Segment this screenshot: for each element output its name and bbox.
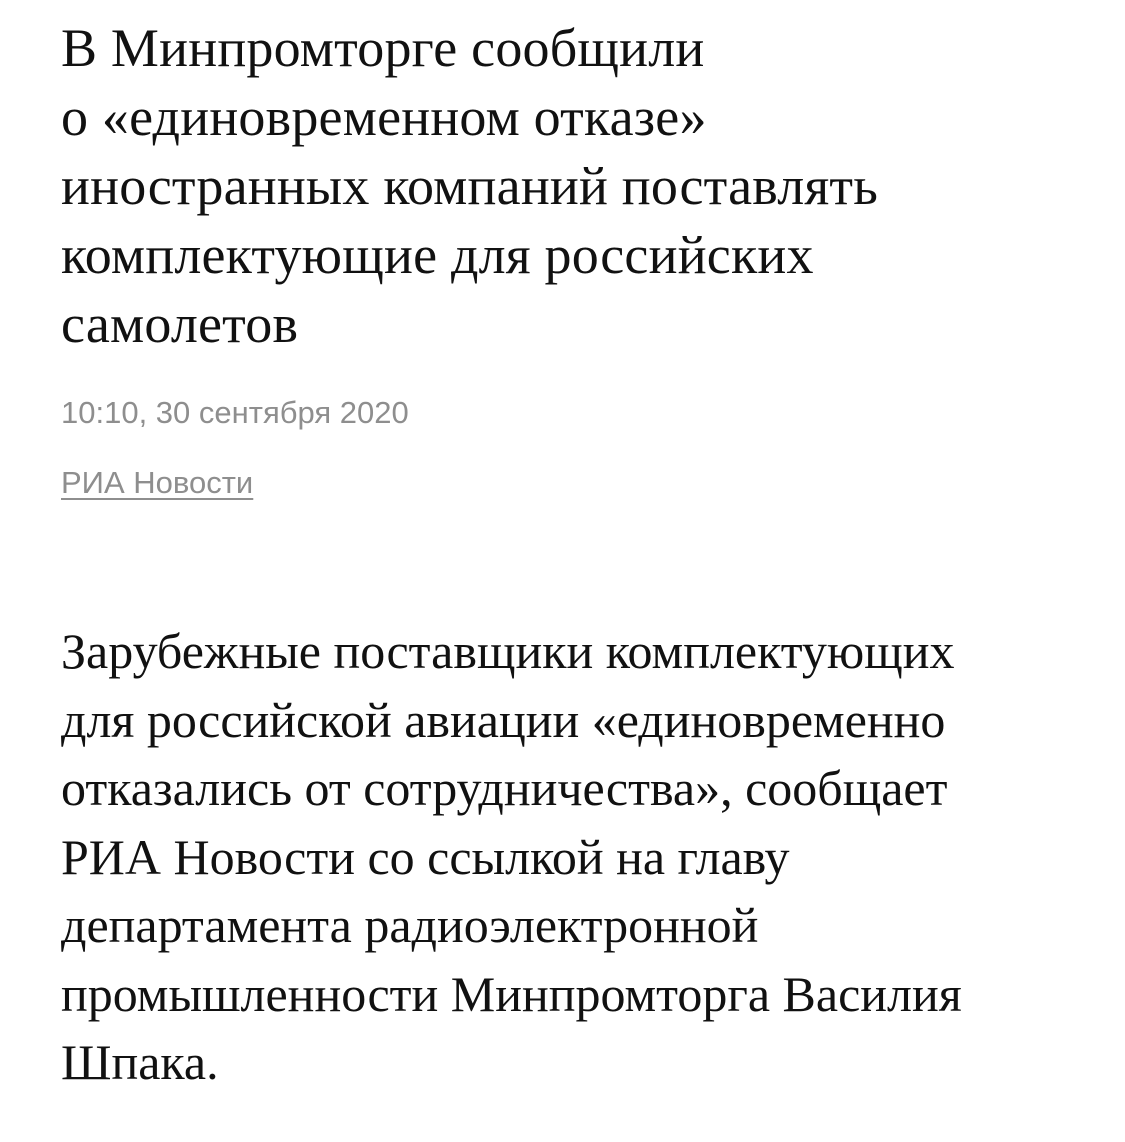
body-line: Зарубежные поставщики комплектующих: [61, 623, 955, 679]
article: [61, 0, 1091, 1097]
article-headline: [61, 0, 1091, 359]
headline-line: самолетов: [61, 294, 299, 354]
headline-line: о «единовременном отказе»: [61, 87, 707, 147]
publish-datetime: 10:10, 30 сентября 2020: [61, 395, 409, 430]
headline-line: В Минпромторге сообщили: [61, 18, 705, 78]
source-link[interactable]: РИА Новости: [61, 465, 254, 500]
body-line: отказались от сотрудничества», сообщает: [61, 760, 948, 816]
article-body: [61, 617, 1091, 1097]
body-line: для российской авиации «единовременно: [61, 691, 946, 748]
headline-line: иностранных компаний поставлять: [61, 156, 879, 216]
body-line: Шпака.: [61, 1034, 219, 1090]
body-line: департамента радиоэлектронной: [61, 897, 759, 953]
body-line: РИА Новости со ссылкой на главу: [61, 828, 790, 885]
body-line: промышленности Минпромторга Василия: [61, 965, 962, 1022]
headline-line: комплектующие для российских: [61, 225, 814, 285]
